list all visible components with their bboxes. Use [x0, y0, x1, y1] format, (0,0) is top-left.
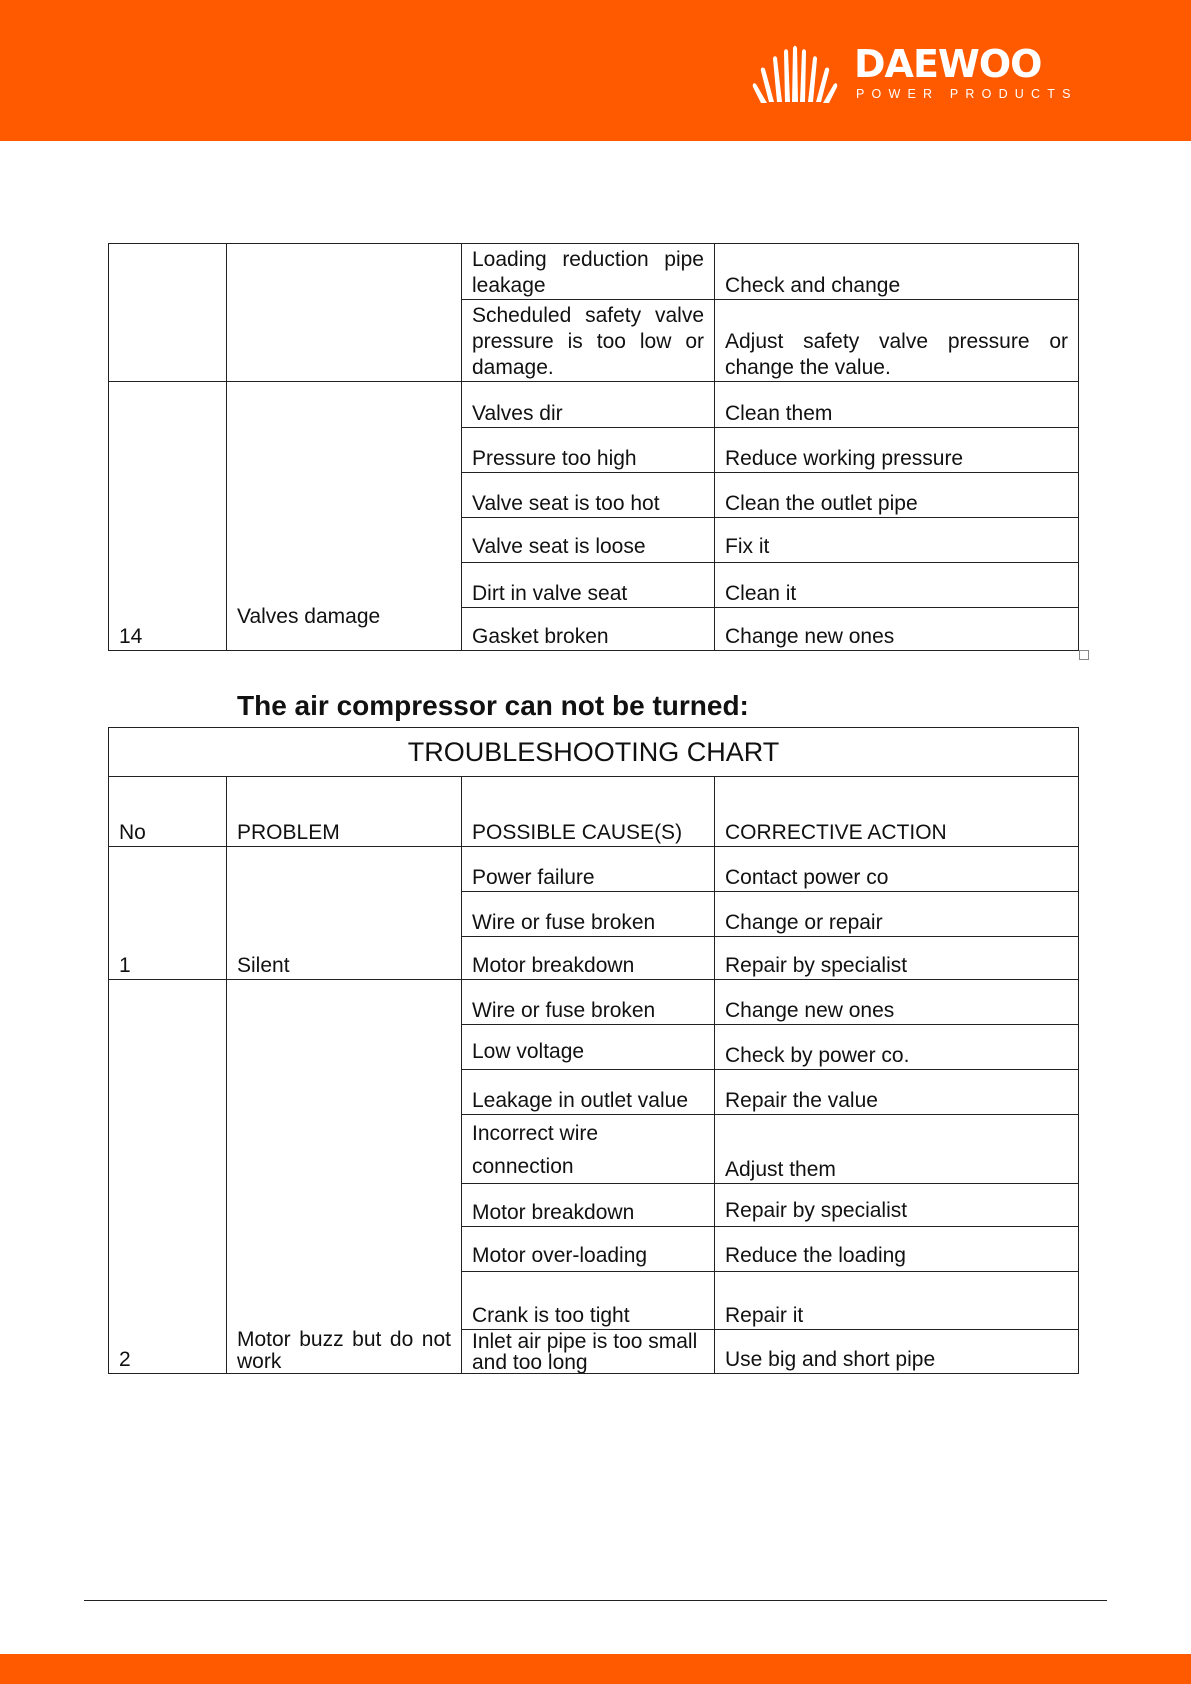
action-cell: Use big and short pipe: [715, 1330, 1079, 1374]
cause-cell: Power failure: [462, 847, 715, 892]
cause-cell: Valves dir: [462, 382, 715, 428]
cause-cell: Wire or fuse broken: [462, 892, 715, 937]
header-row: [109, 777, 1079, 847]
action-cell: Clean the outlet pipe: [715, 473, 1079, 518]
cause-cell: Inlet air pipe is too small and too long: [462, 1330, 715, 1374]
footer-bar: [0, 1654, 1191, 1684]
chart-title: TROUBLESHOOTING CHART: [109, 728, 1079, 777]
cause-cell: Crank is too tight: [462, 1272, 715, 1330]
table-row: [109, 382, 1079, 428]
table-row: [109, 980, 1079, 1025]
action-cell: Fix it: [715, 518, 1079, 563]
cause-cell: Dirt in valve seat: [462, 563, 715, 608]
troubleshooting-chart-table: [108, 727, 1079, 1374]
page-header: [0, 0, 1191, 141]
cause-cell: Motor breakdown: [462, 937, 715, 980]
action-cell: Adjust them: [715, 1115, 1079, 1184]
chart-title-row: [109, 728, 1079, 777]
no-cell: 14: [109, 382, 227, 651]
header-cause: POSSIBLE CAUSE(S): [462, 777, 715, 847]
section-title: The air compressor can not be turned:: [237, 690, 749, 721]
cause-cell: Pressure too high: [462, 428, 715, 473]
cause-cell: Motor breakdown: [462, 1184, 715, 1227]
action-cell: Adjust safety valve pressure or change the value.: [715, 300, 1079, 382]
problem-cell: Motor buzz but do not work: [227, 980, 462, 1374]
cause-cell: Gasket broken: [462, 608, 715, 651]
cause-cell: Low voltage: [462, 1025, 715, 1070]
cause-cell: Scheduled safety valve pressure is too low or damage.: [462, 300, 715, 382]
action-cell: Repair by specialist: [715, 1184, 1079, 1227]
header-problem: PROBLEM: [227, 777, 462, 847]
action-cell: Repair it: [715, 1272, 1079, 1330]
no-cell: 1: [109, 847, 227, 980]
action-cell: Change or repair: [715, 892, 1079, 937]
header-no: No: [109, 777, 227, 847]
daewoo-fan-logo-icon: [752, 42, 838, 108]
cause-cell: Wire or fuse broken: [462, 980, 715, 1025]
header-action: CORRECTIVE ACTION: [715, 777, 1079, 847]
cause-cell: Valve seat is too hot: [462, 473, 715, 518]
brand-tagline: POWER PRODUCTS: [856, 87, 1078, 101]
problem-cell: Silent: [227, 847, 462, 980]
action-cell: Reduce working pressure: [715, 428, 1079, 473]
action-cell: Contact power co: [715, 847, 1079, 892]
table-resize-handle[interactable]: [1079, 650, 1089, 660]
table-row: [109, 244, 1079, 300]
action-cell: Clean it: [715, 563, 1079, 608]
problem-cell: [227, 244, 462, 382]
action-cell: Repair the value: [715, 1070, 1079, 1115]
cause-cell: Loading reduction pipe leakage: [462, 244, 715, 300]
action-cell: Change new ones: [715, 608, 1079, 651]
action-cell: Check by power co.: [715, 1025, 1079, 1070]
troubleshooting-table-continued: [108, 243, 1079, 651]
problem-cell: Valves damage: [227, 382, 462, 651]
footer-divider: [84, 1600, 1107, 1601]
action-cell: Reduce the loading: [715, 1227, 1079, 1272]
table-row: [109, 847, 1079, 892]
action-cell: Repair by specialist: [715, 937, 1079, 980]
action-cell: Clean them: [715, 382, 1079, 428]
no-cell: [109, 244, 227, 382]
cause-cell: Incorrect wire connection: [462, 1115, 715, 1184]
brand-name: DAEWOO: [854, 42, 1042, 86]
no-cell: 2: [109, 980, 227, 1374]
daewoo-logo: [752, 42, 1078, 112]
cause-cell: Leakage in outlet value: [462, 1070, 715, 1115]
cause-cell: Valve seat is loose: [462, 518, 715, 563]
cause-cell: Motor over-loading: [462, 1227, 715, 1272]
action-cell: Change new ones: [715, 980, 1079, 1025]
action-cell: Check and change: [715, 244, 1079, 300]
